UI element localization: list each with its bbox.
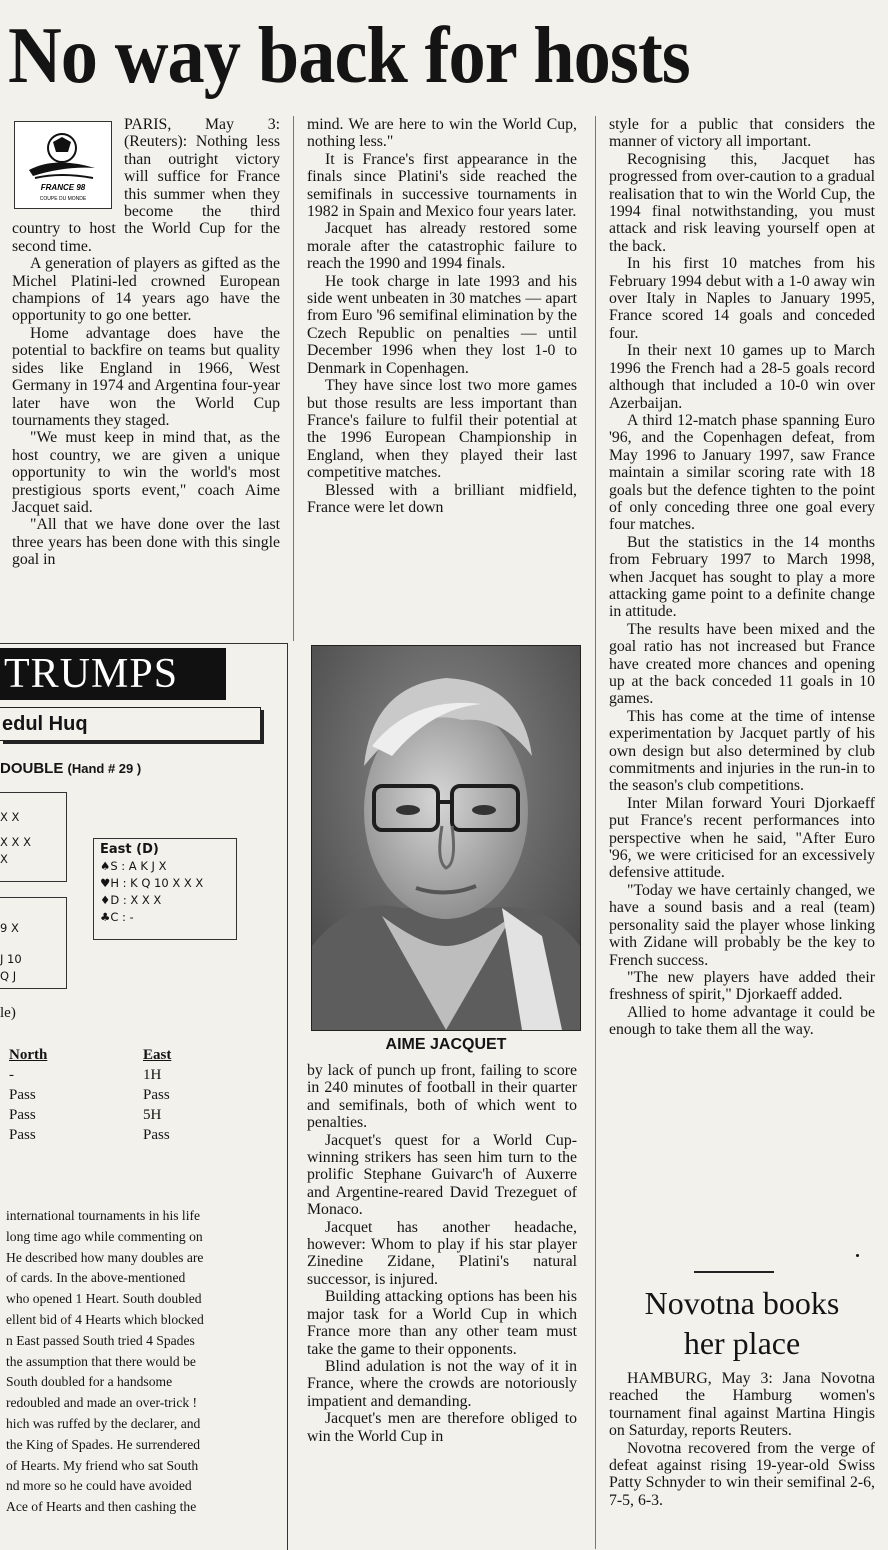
bridge-text-line: of cards. In the above-mentioned [6,1270,186,1286]
auction-east [143,1045,203,1145]
bridge-article [6,1206,284,1518]
south-hand-line: 9 X [0,921,19,935]
paragraph: A third 12-match phase spanning Euro '96, and the Copenhagen defeat, from May 1996 to January 1997, saw France maintain a similar scoring rate with 18 goals but the defence tighten to the point of only conceding three one goal every four matches. [609,411,875,534]
paragraph: "We must keep in mind that, as the host country, we are given a unique opportunity to win the world's most prestigious sports event," coach Aime Jacquet said. [12,429,280,516]
auction-bid: - [9,1067,14,1083]
paragraph: Jacquet has already restored some morale after the catastrophic failure to reach the 1990 and 1994 finals. [307,220,577,273]
paragraph: Allied to home advantage it could be enough to take them all the way. [609,1003,875,1039]
bridge-text-line: He described how many doubles are [6,1249,204,1265]
bridge-text-line: international tournaments in his life [6,1208,201,1223]
article-column-2-bottom [307,1062,577,1445]
east-diamonds: ♦D : X X X [100,893,162,907]
bridge-text-line: who opened 1 Heart. South doubled [6,1291,202,1307]
north-hand-line: X [0,852,8,866]
paragraph: "The new players have added their freshness of spirit," Djorkaeff added. [609,968,875,1004]
club-icon: ♣ [100,910,111,924]
bridge-text-line: nd more so he could have avoided [6,1478,192,1494]
paragraph: Blind adulation is not the way of it in France, where the crowds are notoriously impatient and demanding. [307,1357,577,1410]
bridge-text-line: long time ago while commenting on [6,1228,203,1244]
diamond-icon: ♦ [100,893,111,907]
auction-bid: Pass [143,1087,170,1103]
bridge-text-line: ellent bid of 4 Hearts which blocked [6,1311,204,1327]
north-hand-line: X X [0,810,20,824]
photo-caption: AIME JACQUET [385,1036,507,1053]
vulnerability-note: le) [0,1005,16,1021]
paragraph: They have since lost two more games but those results are less important than France's failure to fulfil their potential at the 1996 European Championship in England, when they played their last competitive matches. [307,377,577,482]
paragraph: It is France's first appearance in the finals since Platini's side reached the semifinals in successive tournaments in 1982 in Spain and Mexico four years later. [307,150,577,221]
auction-header-east: East [143,1047,172,1063]
paragraph: In his first 10 matches from his February 1994 debut with a 1-0 away win over Italy in Naples to January 1995, France scored 14 goals and conceded four. [609,255,875,342]
bridge-text-line: redoubled and made an over-trick ! [6,1395,198,1411]
paragraph: Recognising this, Jacquet has progressed from over-caution to a gradual realisation that to win the World Cup, the 1994 final notwithstanding, you must attack and risk leaving yourself open at the back. [609,150,875,255]
paragraph: Inter Milan forward Youri Djorkaeff put France's recent performances into perspective when he said, "After Euro '96, we were criticised for an excessively defensive attitude. [609,794,875,882]
paragraph: "All that we have done over the last three years has been done with this single goal in [12,516,280,569]
auction-bid: 5H [143,1107,162,1123]
paragraph: style for a public that considers the manner of victory all important. [609,116,875,151]
lead-paragraph: PARIS, May 3: (Reuters): Nothing less than outright victory will suffice for France this summer when they become the third country to host the World Cup for the second time. [12,116,280,255]
logo-text: FRANCE 98 [40,183,86,192]
column-rule [595,116,596,1549]
novotna-headline-line-2: her place [683,1325,801,1361]
paragraph: Jacquet's quest for a World Cup-winning strikers has seen him turn to the prolific Stephane Guivarc'h of Auxerre and Argentine-reared David Trezeguet of Monaco. [307,1131,577,1219]
trumps-heading: TRUMPS [0,648,226,700]
paragraph: Jacquet has another headache, however: Whom to play if his star player Zinedine Zidane, Platini's natural successor, is injured. [307,1218,577,1288]
portrait-image [312,646,580,1030]
paragraph: HAMBURG, May 3: Jana Novotna reached the Hamburg women's tournament final against Martina Hingis on Saturday, reports Reuters. [609,1370,875,1440]
spade-icon: ♠ [100,859,111,873]
bridge-text-line: the King of Spades. He surrendered [6,1436,201,1452]
novotna-headline-line-1: Novotna books [644,1285,840,1321]
bridge-text-line: of Hearts. My friend who sat South [6,1457,199,1473]
south-hand [0,897,67,989]
auction-bid: Pass [9,1107,36,1123]
article-column-3 [609,116,875,1039]
headline: No way back for hosts [8,12,690,100]
article-column-2-top [307,116,577,516]
article-column-1 [12,116,280,569]
column-rule [293,116,294,641]
bridge-text-line: n East passed South tried 4 Spades [6,1332,195,1348]
deal-title: DOUBLE [0,760,64,777]
paragraph: by lack of punch up front, failing to score in 240 minutes of football in their quarter and semifinals, both of which went to penalties. [307,1062,577,1132]
trumps-byline: edul Huq [0,707,261,741]
story-divider [694,1271,774,1273]
bridge-text-line: the assumption that there would be [6,1353,196,1369]
auction-bid: Pass [143,1127,170,1143]
east-hand [93,838,237,940]
auction-header-north: North [9,1047,48,1063]
auction-bid: Pass [9,1127,36,1143]
auction-bid: Pass [9,1087,36,1103]
bridge-text-line: hich was ruffed by the declarer, and [6,1415,201,1431]
paragraph: Jacquet's men are therefore obliged to win the World Cup in [307,1410,577,1445]
auction-north [9,1045,69,1145]
novotna-headline [600,1283,884,1363]
paragraph: The results have been mixed and the goal ratio has not increased but France have created more chances and opening up at the back conceded 11 goals in 10 games. [609,620,875,708]
hand-number: (Hand # 29 ) [67,761,142,776]
paragraph: Home advantage does have the potential to backfire on teams but quality sides like England in 1966, West Germany in 1974 and Argentina four-year later have won the World Cup tournaments they staged. [12,324,280,429]
north-hand-line: X X X [0,835,31,849]
paragraph: He took charge in late 1993 and his side went unbeaten in 30 matches — apart from Euro '96 semifinal elimination by the Czech Republic on penalties — until December 1996 when they lost 1-0 to Denmark in Copenhagen. [307,272,577,377]
east-hand-label: East (D) [100,842,159,857]
photo-aime-jacquet [311,645,581,1031]
north-hand [0,792,67,882]
paragraph: "Today we have certainly changed, we have a sound basis and a real (team) personality said the player whose linking with Zidane will probably be the key to French success. [609,881,875,969]
logo-subtext: COUPE DU MONDE [39,196,87,202]
novotna-article [609,1370,875,1509]
east-hearts: ♥H : K Q 10 X X X [100,876,204,890]
paragraph: Building attacking options has been his major task for a World Cup in which France more than any other team must take the game to their opponents. [307,1288,577,1358]
paragraph: But the statistics in the 14 months from February 1997 to March 1998, when Jacquet has sought to play a more attacking game point to a definite change in attitude. [609,533,875,621]
east-clubs: ♣C : - [100,910,134,924]
bridge-text-line: Ace of Hearts and then cashing the [6,1499,197,1515]
south-hand-line: Q J [0,969,17,983]
south-hand-line: J 10 [0,952,22,966]
east-spades: ♠S : A K J X [100,859,167,873]
paragraph: Novotna recovered from the verge of defeat against rising 19-year-old Swiss Patty Schnyder to win their semifinal 2-6, 7-5, 6-3. [609,1439,875,1509]
paragraph: mind. We are here to win the World Cup, nothing less." [307,116,577,151]
paragraph: Blessed with a brilliant midfield, France were let down [307,481,577,516]
paragraph: A generation of players as gifted as the Michel Platini-led crowned European champions of 14 years ago have the opportunity to go one better. [12,255,280,325]
heart-icon: ♥ [100,876,111,890]
auction-bid: 1H [143,1067,162,1083]
paragraph: This has come at the time of intense experimentation by Jacquet partly of his own design but also determined by club commitments and injuries in the run-in to the season's club competitions. [609,707,875,795]
trumps-subtitle [0,760,141,777]
end-mark [856,1254,859,1257]
paragraph: In their next 10 games up to March 1996 the French had a 28-5 goals record although that included a 10-0 win over Azerbaijan. [609,342,875,412]
bridge-text-line: South doubled for a handsome [6,1374,173,1390]
